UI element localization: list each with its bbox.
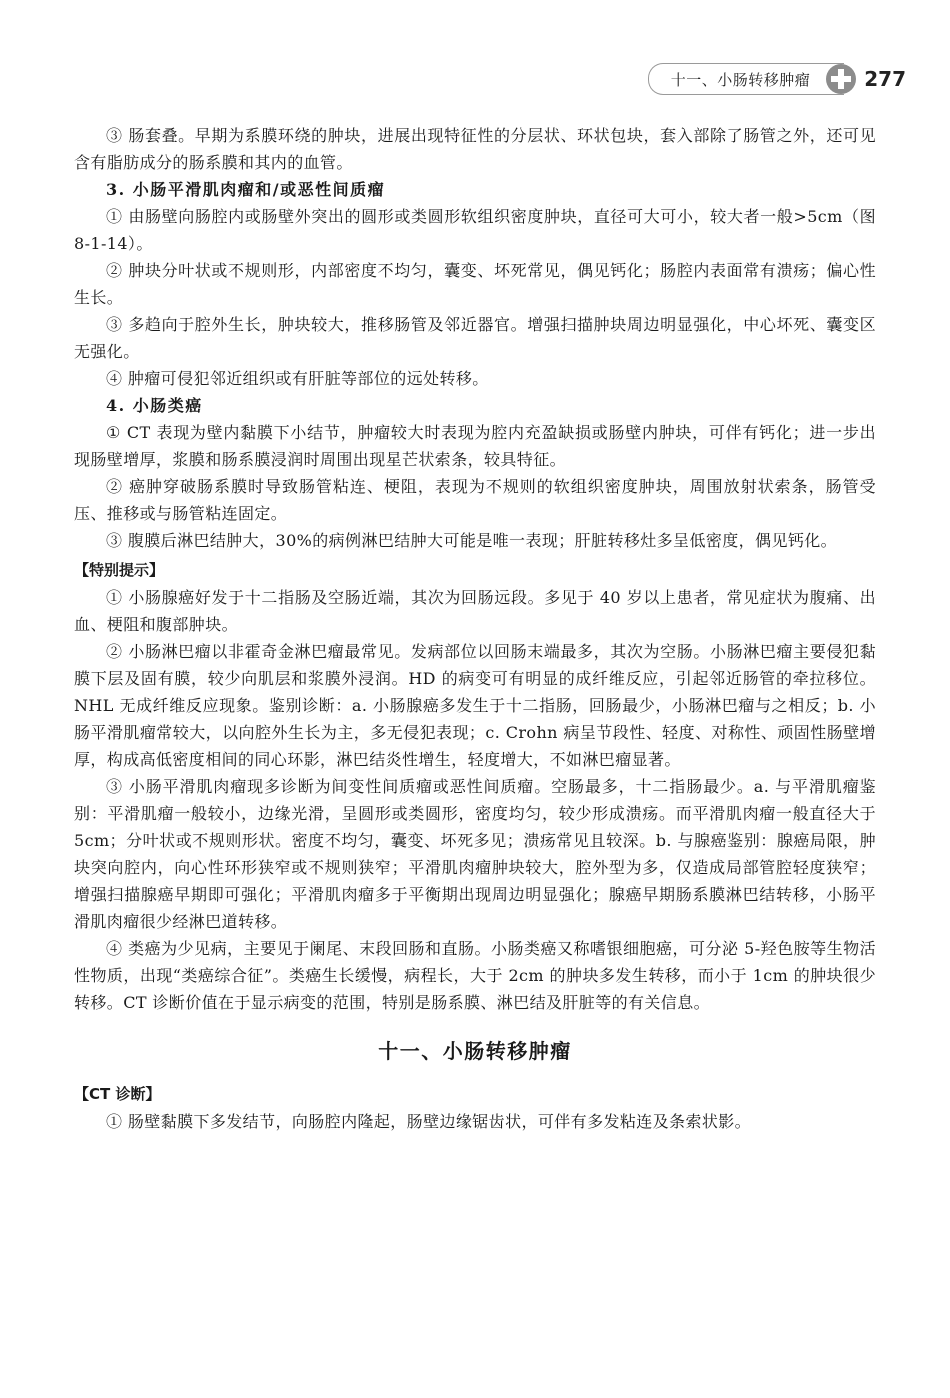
page-body	[74, 122, 876, 1135]
paragraph: ② 肿块分叶状或不规则形，内部密度不均匀，囊变、坏死常见，偶见钙化；肠腔内表面常有溃疡；偏心性生长。	[74, 261, 876, 307]
paragraph: ③ 肠套叠。早期为系膜环绕的肿块，进展出现特征性的分层状、环状包块，套入部除了肠管之外，还可见含有脂肪成分的肠系膜和其内的血管。	[74, 126, 876, 172]
subsection-heading: 3. 小肠平滑肌肉瘤和/或恶性间质瘤	[106, 180, 386, 199]
special-tip-label: 【特别提示】	[74, 561, 165, 579]
paragraph: ③ 腹膜后淋巴结肿大，30%的病例淋巴结肿大可能是唯一表现；肝脏转移灶多呈低密度，偶见钙化。	[106, 531, 838, 550]
paragraph: ③ 小肠平滑肌肉瘤现多诊断为间变性间质瘤或恶性间质瘤。空肠最多，十二指肠最少。a. 与平滑肌瘤鉴别：平滑肌瘤一般较小，边缘光滑，呈圆形或类圆形，密度均匀，较少形成溃疡。而平滑肌肉瘤一般直径大于 5cm；分叶状或不规则形状。密度不均匀，囊变、坏死多见；溃疡常见且较深。b. 与腺癌鉴别：腺癌局限，肿块突向腔内，向心性环形狭窄或不规则狭窄；平滑肌肉瘤肿块较大，腔外型为多，仅造成局部管腔轻度狭窄；增强扫描腺癌早期即可强化；平滑肌肉瘤多于平衡期出现周边明显强化；腺癌早期肠系膜淋巴结转移，小肠平滑肌肉瘤很少经淋巴道转移。	[74, 777, 876, 931]
subsection-heading: 4. 小肠类癌	[106, 396, 203, 415]
page-number: 277	[864, 67, 906, 91]
plus-icon	[826, 64, 856, 94]
section-title: 十一、小肠转移肿瘤	[378, 1039, 572, 1063]
ct-diagnosis-label: 【CT 诊断】	[74, 1085, 161, 1103]
running-header	[648, 62, 906, 96]
paragraph: ③ 多趋向于腔外生长，肿块较大，推移肠管及邻近器官。增强扫描肿块周边明显强化，中心坏死、囊变区无强化。	[74, 315, 876, 361]
paragraph: ② 癌肿穿破肠系膜时导致肠管粘连、梗阻，表现为不规则的软组织密度肿块，周围放射状索条，肠管受压、推移或与肠管粘连固定。	[74, 477, 876, 523]
chapter-label: 十一、小肠转移肿瘤	[648, 63, 845, 95]
paragraph: ① CT 表现为壁内黏膜下小结节，肿瘤较大时表现为腔内充盈缺损或肠壁内肿块，可伴有钙化；进一步出现肠壁增厚，浆膜和肠系膜浸润时周围出现星芒状索条，较具特征。	[74, 423, 876, 469]
paragraph: ① 肠壁黏膜下多发结节，向肠腔内隆起，肠壁边缘锯齿状，可伴有多发粘连及条索状影。	[106, 1112, 752, 1131]
paragraph: ② 小肠淋巴瘤以非霍奇金淋巴瘤最常见。发病部位以回肠末端最多，其次为空肠。小肠淋巴瘤主要侵犯黏膜下层及固有膜，较少向肌层和浆膜外浸润。HD 的病变可有明显的成纤维反应，引起邻近肠管的牵拉移位。NHL 无成纤维反应现象。鉴别诊断：a. 小肠腺癌多发生于十二指肠，回肠最少，小肠淋巴瘤与之相反；b. 小肠平滑肌瘤常较大，以向腔外生长为主，多无侵犯表现；c. Crohn 病呈节段性、轻度、对称性、顽固性肠壁增厚，构成高低密度相间的同心环影，淋巴结炎性增生，轻度增大，不如淋巴瘤显著。	[74, 642, 876, 769]
paragraph: ① 由肠壁向肠腔内或肠壁外突出的圆形或类圆形软组织密度肿块，直径可大可小，较大者一般>5cm（图 8-1-14）。	[74, 207, 876, 253]
paragraph: ④ 肿瘤可侵犯邻近组织或有肝脏等部位的远处转移。	[106, 369, 489, 388]
paragraph: ① 小肠腺癌好发于十二指肠及空肠近端，其次为回肠远段。多见于 40 岁以上患者，常见症状为腹痛、出血、梗阻和腹部肿块。	[74, 588, 876, 634]
paragraph: ④ 类癌为少见病，主要见于阑尾、末段回肠和直肠。小肠类癌又称嗜银细胞癌，可分泌 5-羟色胺等生物活性物质，出现“类癌综合征”。类癌生长缓慢，病程长，大于 2cm 的肿块多发生转移，而小于 1cm 的肿块很少转移。CT 诊断价值在于显示病变的范围，特别是肠系膜、淋巴结及肝脏等的有关信息。	[74, 939, 876, 1012]
